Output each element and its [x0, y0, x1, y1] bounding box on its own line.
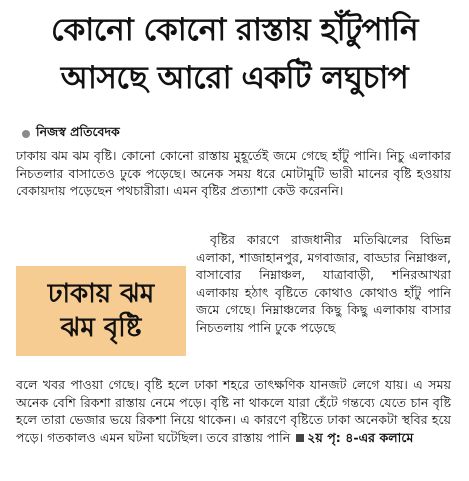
pullquote-line-1: ঢাকায় ঝম [47, 279, 155, 309]
paragraph-1: ঢাকায় ঝম ঝম বৃষ্টি। কোনো কোনো রাস্তায় মুহূর্তেই জমে গেছে হাঁটু পানি। নিচু এলাকার নিচতলার বাসাতেও ঢুকে পড়েছে। অনেক সময় ধরে মোটামুটি ভারী মানের বৃষ্টি হওয়ায় বেকায়দায় পড়েছেন পথচারীরা। এমন বৃষ্টির প্রত্যাশা কেউ করেননি। [16, 148, 451, 198]
continuation-marker-icon [296, 434, 304, 442]
pullquote [16, 266, 186, 356]
paragraph-2: বৃষ্টির কারণে রাজধানীর মতিঝিলের বিভিন্ন এলাকা, শাজাহানপুর, মগবাজার, বাড্ডার নিম্নাঞ্চল, বাসাবোর নিম্নাঞ্চল, যাত্রাবাড়ী, শনিরআখরা এলাকায় হঠাৎ বৃষ্টিতে কোথাও কোথাও হাঁটু পানি জমে গেছে। নিম্নাঞ্চলের কিছু কিছু এলাকায় বাসার নিচতলায় পানি ঢুকে পড়েছে [196, 232, 451, 335]
byline [22, 124, 120, 144]
bullet-icon [22, 130, 30, 138]
paragraph-3-text: বলে খবর পাওয়া গেছে। বৃষ্টি হলে ঢাকা শহরে তাৎক্ষণিক যানজট লেগে যায়। এ সময় অনেক বেশি রিকশা রাস্তায় নেমে পড়ে। বৃষ্টি না থাকলে যারা হেঁটে গন্তব্যে যেতে চান বৃষ্টি হলে তারা ভেজার ভয়ে রিকশা নিয়ে থাকেন। এ কারণে বৃষ্টিতে ঢাকা অনেকটা স্থবির হয়ে পড়ে। গতকালও এমন ঘটনা ঘটেছিল। তবে রাস্তায় পানি [16, 377, 451, 445]
pullquote-line-2: ঝম বৃষ্টি [60, 313, 142, 343]
headline: কোনো কোনো রাস্তায় হাঁটুপানি আসছে আরো একটি লঘুচাপ [51, 12, 418, 96]
paragraph-3 [16, 376, 451, 446]
byline-text: নিজস্ব প্রতিবেদক [36, 124, 120, 139]
continued-on[interactable]: ২য় পৃ: ৪-এর কলামে [307, 429, 414, 445]
